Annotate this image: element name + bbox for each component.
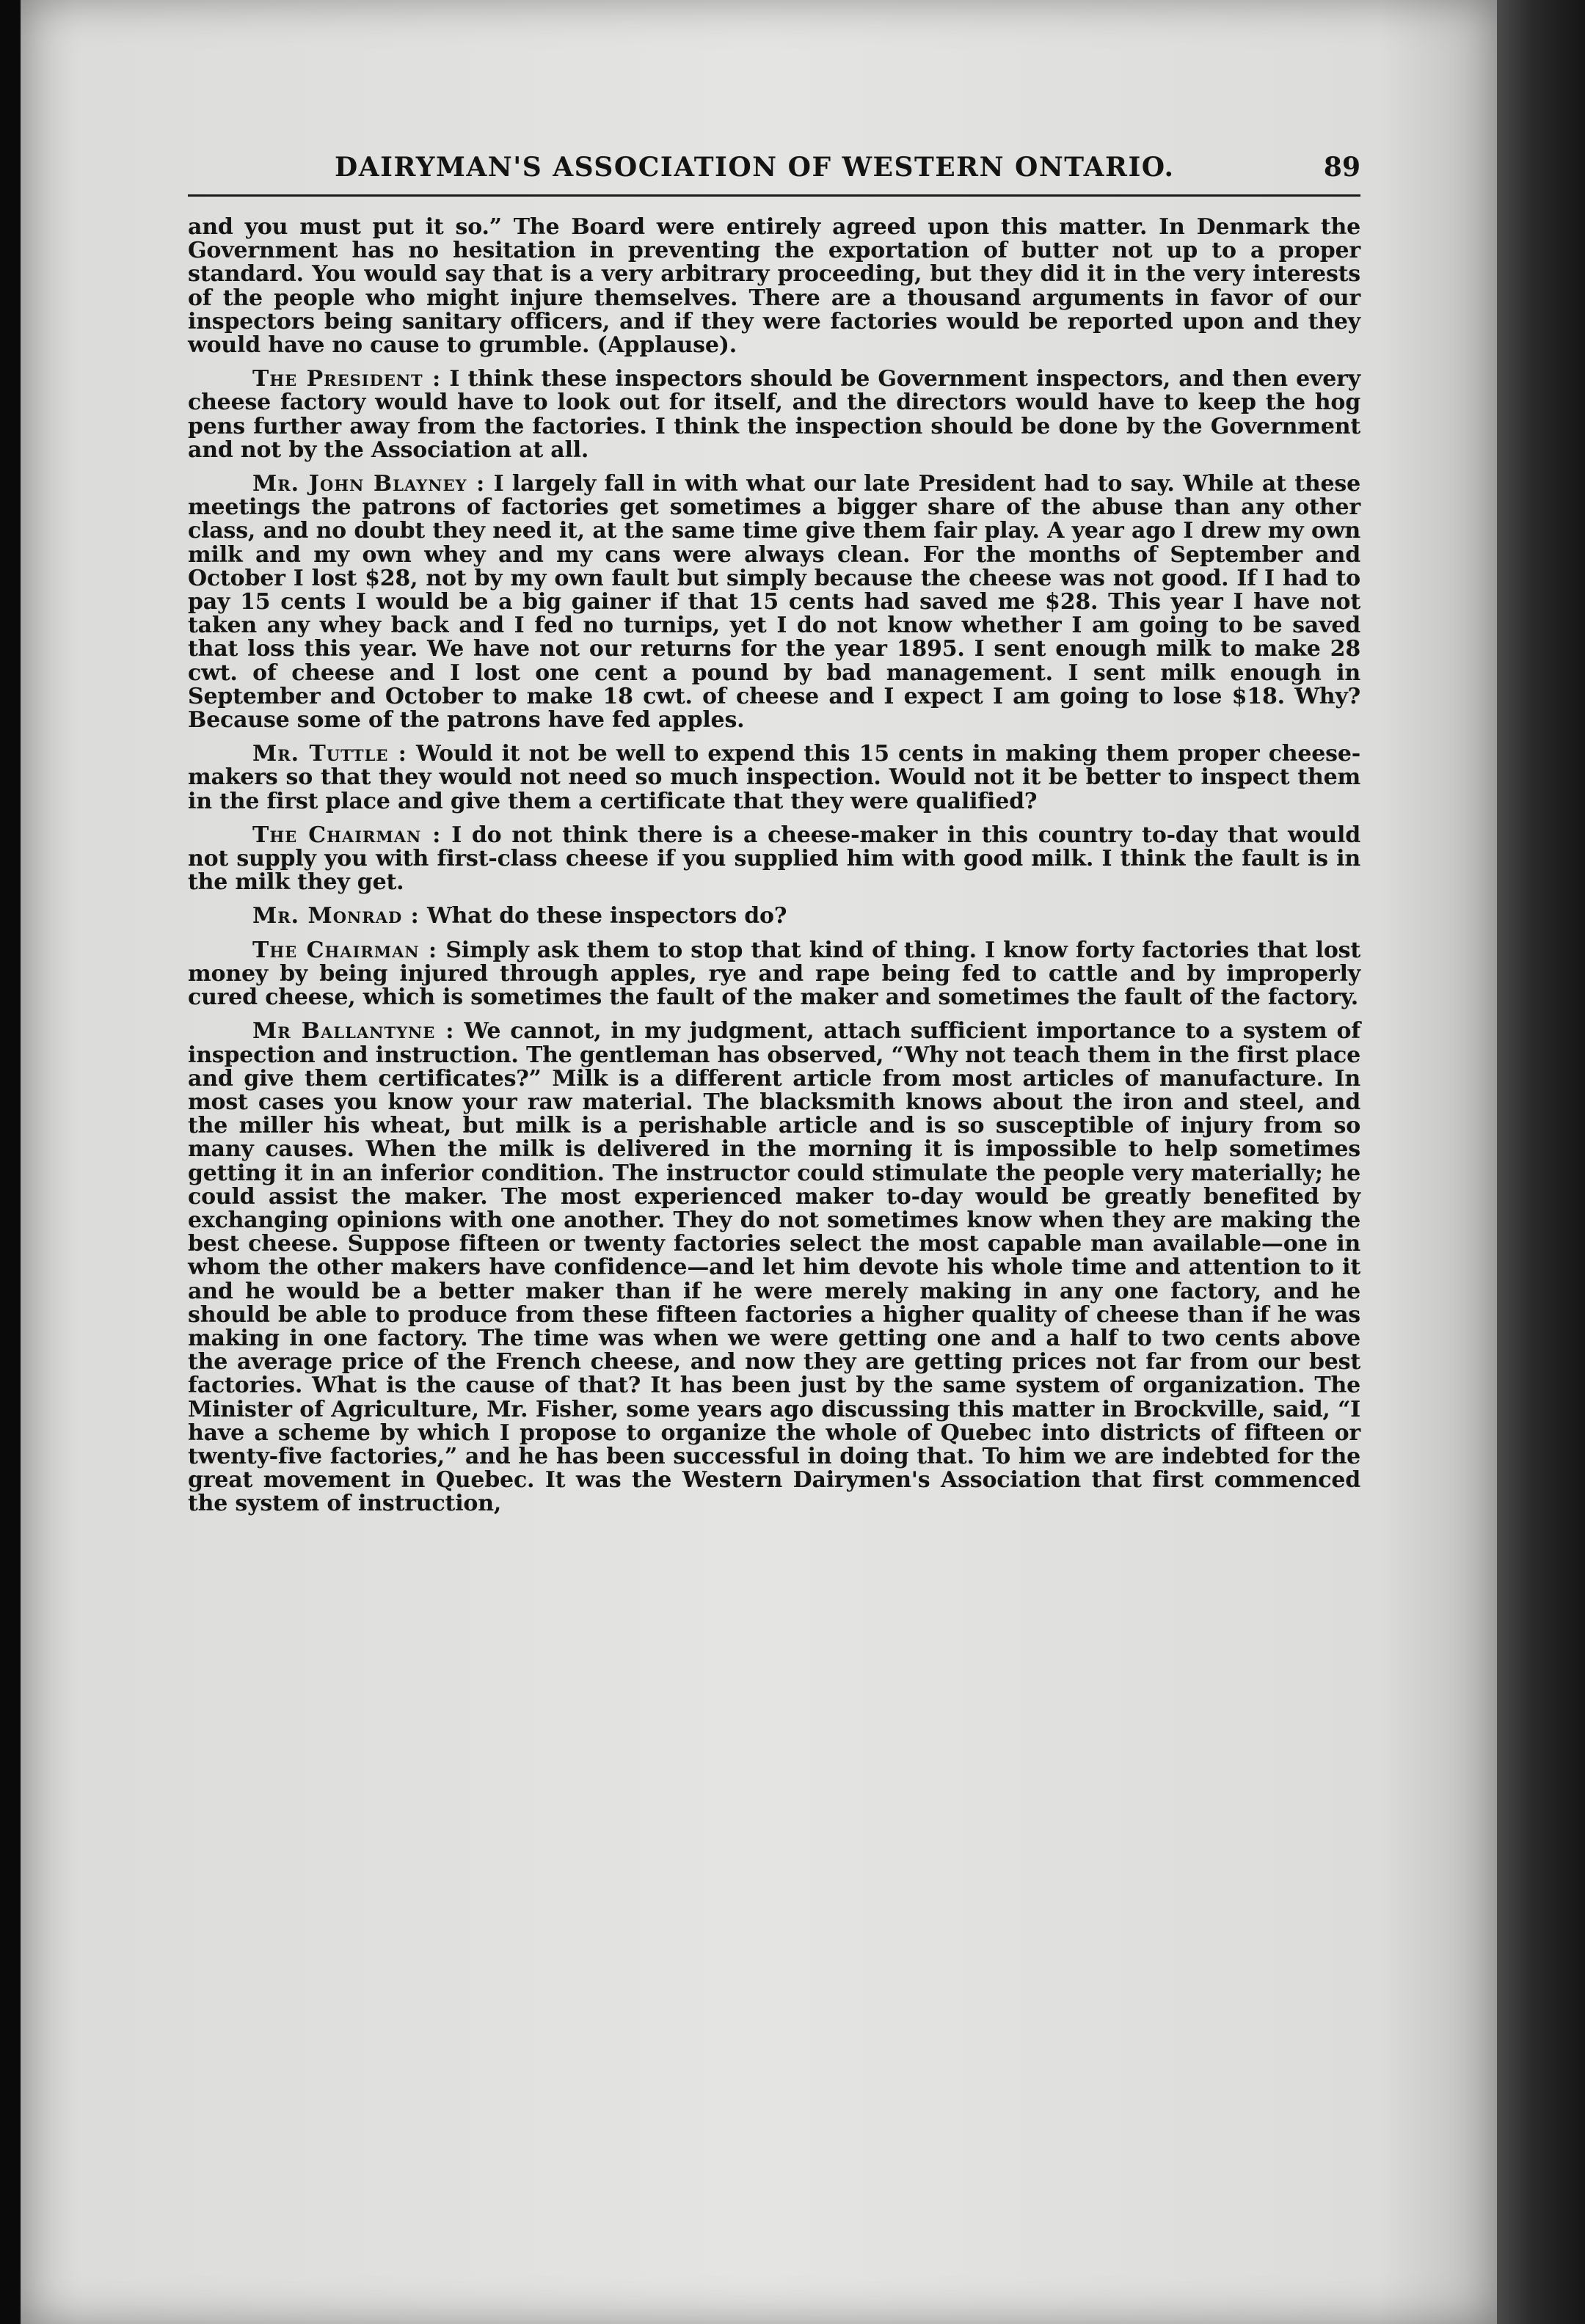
- paragraph-text: Simply ask them to stop that kind of thing. I know forty factories that lost money by being injured through apples, rye and rape being fed to cattle and by improperly cured cheese, which is sometimes the fault of the maker and sometimes the fault of the factory.: [188, 937, 1361, 1011]
- paragraph: [188, 905, 1360, 928]
- book-page: [21, 0, 1497, 2324]
- paragraph-text: What do these inspectors do?: [426, 903, 787, 929]
- running-head: DAIRYMAN'S ASSOCIATION OF WESTERN ONTARIO.: [335, 152, 1175, 183]
- paragraph: [188, 216, 1360, 357]
- page-number: 89: [1323, 152, 1360, 183]
- paragraph: [188, 824, 1360, 895]
- paragraph: [188, 1020, 1360, 1516]
- paragraph: [188, 368, 1360, 462]
- speaker-name: The Chairman :: [252, 937, 438, 963]
- speaker-name: The President :: [252, 366, 442, 392]
- speaker-name: Mr Ballantyne :: [252, 1018, 455, 1045]
- page-header: [188, 136, 1360, 197]
- speaker-name: Mr. Tuttle :: [252, 741, 407, 767]
- paragraph: [188, 939, 1360, 1010]
- speaker-name: Mr. Monrad :: [252, 903, 420, 929]
- page-content: [188, 136, 1360, 1527]
- paragraph: [188, 472, 1360, 732]
- paragraph-text: I do not think there is a cheese-maker in this country to-day that would not supply you with first-class cheese if you supplied him with good milk. I think the fault is in the milk they get.: [188, 822, 1360, 896]
- paragraph-text: We cannot, in my judgment, attach sufficient importance to a system of inspection and instruction. The gentleman has observed, “Why not teach them in the first place and give them certificates?” Milk is a different article from most articles of manufacture. In most cases you know your raw material. The blacksmith knows about the iron and steel, and the miller his wheat, but milk is a perishable article and is so susceptible of injury from so many causes. When the milk is delivered in the morning it is impossible to help sometimes getting it in an inferior condition. The instructor could stimulate the people very materially; he could assist the maker. The most experienced maker to-day would be greatly benefited by exchanging opinions with one another. They do not sometimes know when they are making the best cheese. Suppose fifteen or twenty factories select the most capable man available—one in whom the other makers have confidence—and let him devote his whole time and attention to it and he would be a better maker than if he were merely making in any one factory, and he should be able to produce from these fifteen factories a higher quality of cheese than if he was making in one factory. The time was when we were getting one and a half to two cents above the average price of the French cheese, and now they are getting prices not far from our best factories. What is the cause of that? It has been just by the same system of organization. The Minister of Agriculture, Mr. Fisher, some years ago discussing this matter in Brockville, said, “I have a scheme by which I propose to organize the whole of Quebec into districts of fifteen or twenty-five factories,” and he has been successful in doing that. To him we are indebted for the great movement in Quebec. It was the Western Dairymen's Association that first commenced the system of instruction,: [188, 1018, 1360, 1517]
- speaker-name: Mr. John Blayney :: [252, 471, 486, 497]
- paragraph-text: I largely fall in with what our late President had to say. While at these meetings the patrons of factories get sometimes a bigger share of the abuse than any other class, and no doubt they need it, at the same time give them fair play. A year ago I drew my own milk and my own whey and my cans were always clean. For the months of September and October I lost $28, not by my own fault but simply because the cheese was not good. If I had to pay 15 cents I would be a big gainer if that 15 cents had saved me $28. This year I have not taken any whey back and I fed no turnips, yet I do not know whether I am going to be saved that loss this year. We have not our returns for the year 1895. I sent enough milk to make 28 cwt. of cheese and I lost one cent a pound by bad management. I sent milk enough in September and October to make 18 cwt. of cheese and I expect I am going to lose $18. Why? Because some of the patrons have fed apples.: [188, 471, 1360, 734]
- paragraph-text: and you must put it so.” The Board were entirely agreed upon this matter. In Denmark the Government has no hesitation in preventing the exportation of butter not up to a proper standard. You would say that is a very arbitrary proceeding, but they did it in the very interests of the people who might injure themselves. There are a thousand arguments in favor of our inspectors being sanitary officers, and if they were factories would be reported upon and they would have no cause to grumble. (Applause).: [188, 214, 1360, 359]
- paragraph-text: Would it not be well to expend this 15 cents in making them proper cheese-makers so that they would not need so much inspection. Would not it be better to inspect them in the first place and give them a certificate that they were qualified?: [188, 741, 1360, 814]
- paragraph: [188, 742, 1360, 814]
- paragraph-text: I think these inspectors should be Government inspectors, and then every cheese factory would have to look out for itself, and the directors would have to keep the hog pens further away from the factories. I think the inspection should be done by the Government and not by the Association at all.: [188, 366, 1360, 463]
- speaker-name: The Chairman :: [252, 822, 442, 848]
- book-binding-edge: [1497, 0, 1585, 2324]
